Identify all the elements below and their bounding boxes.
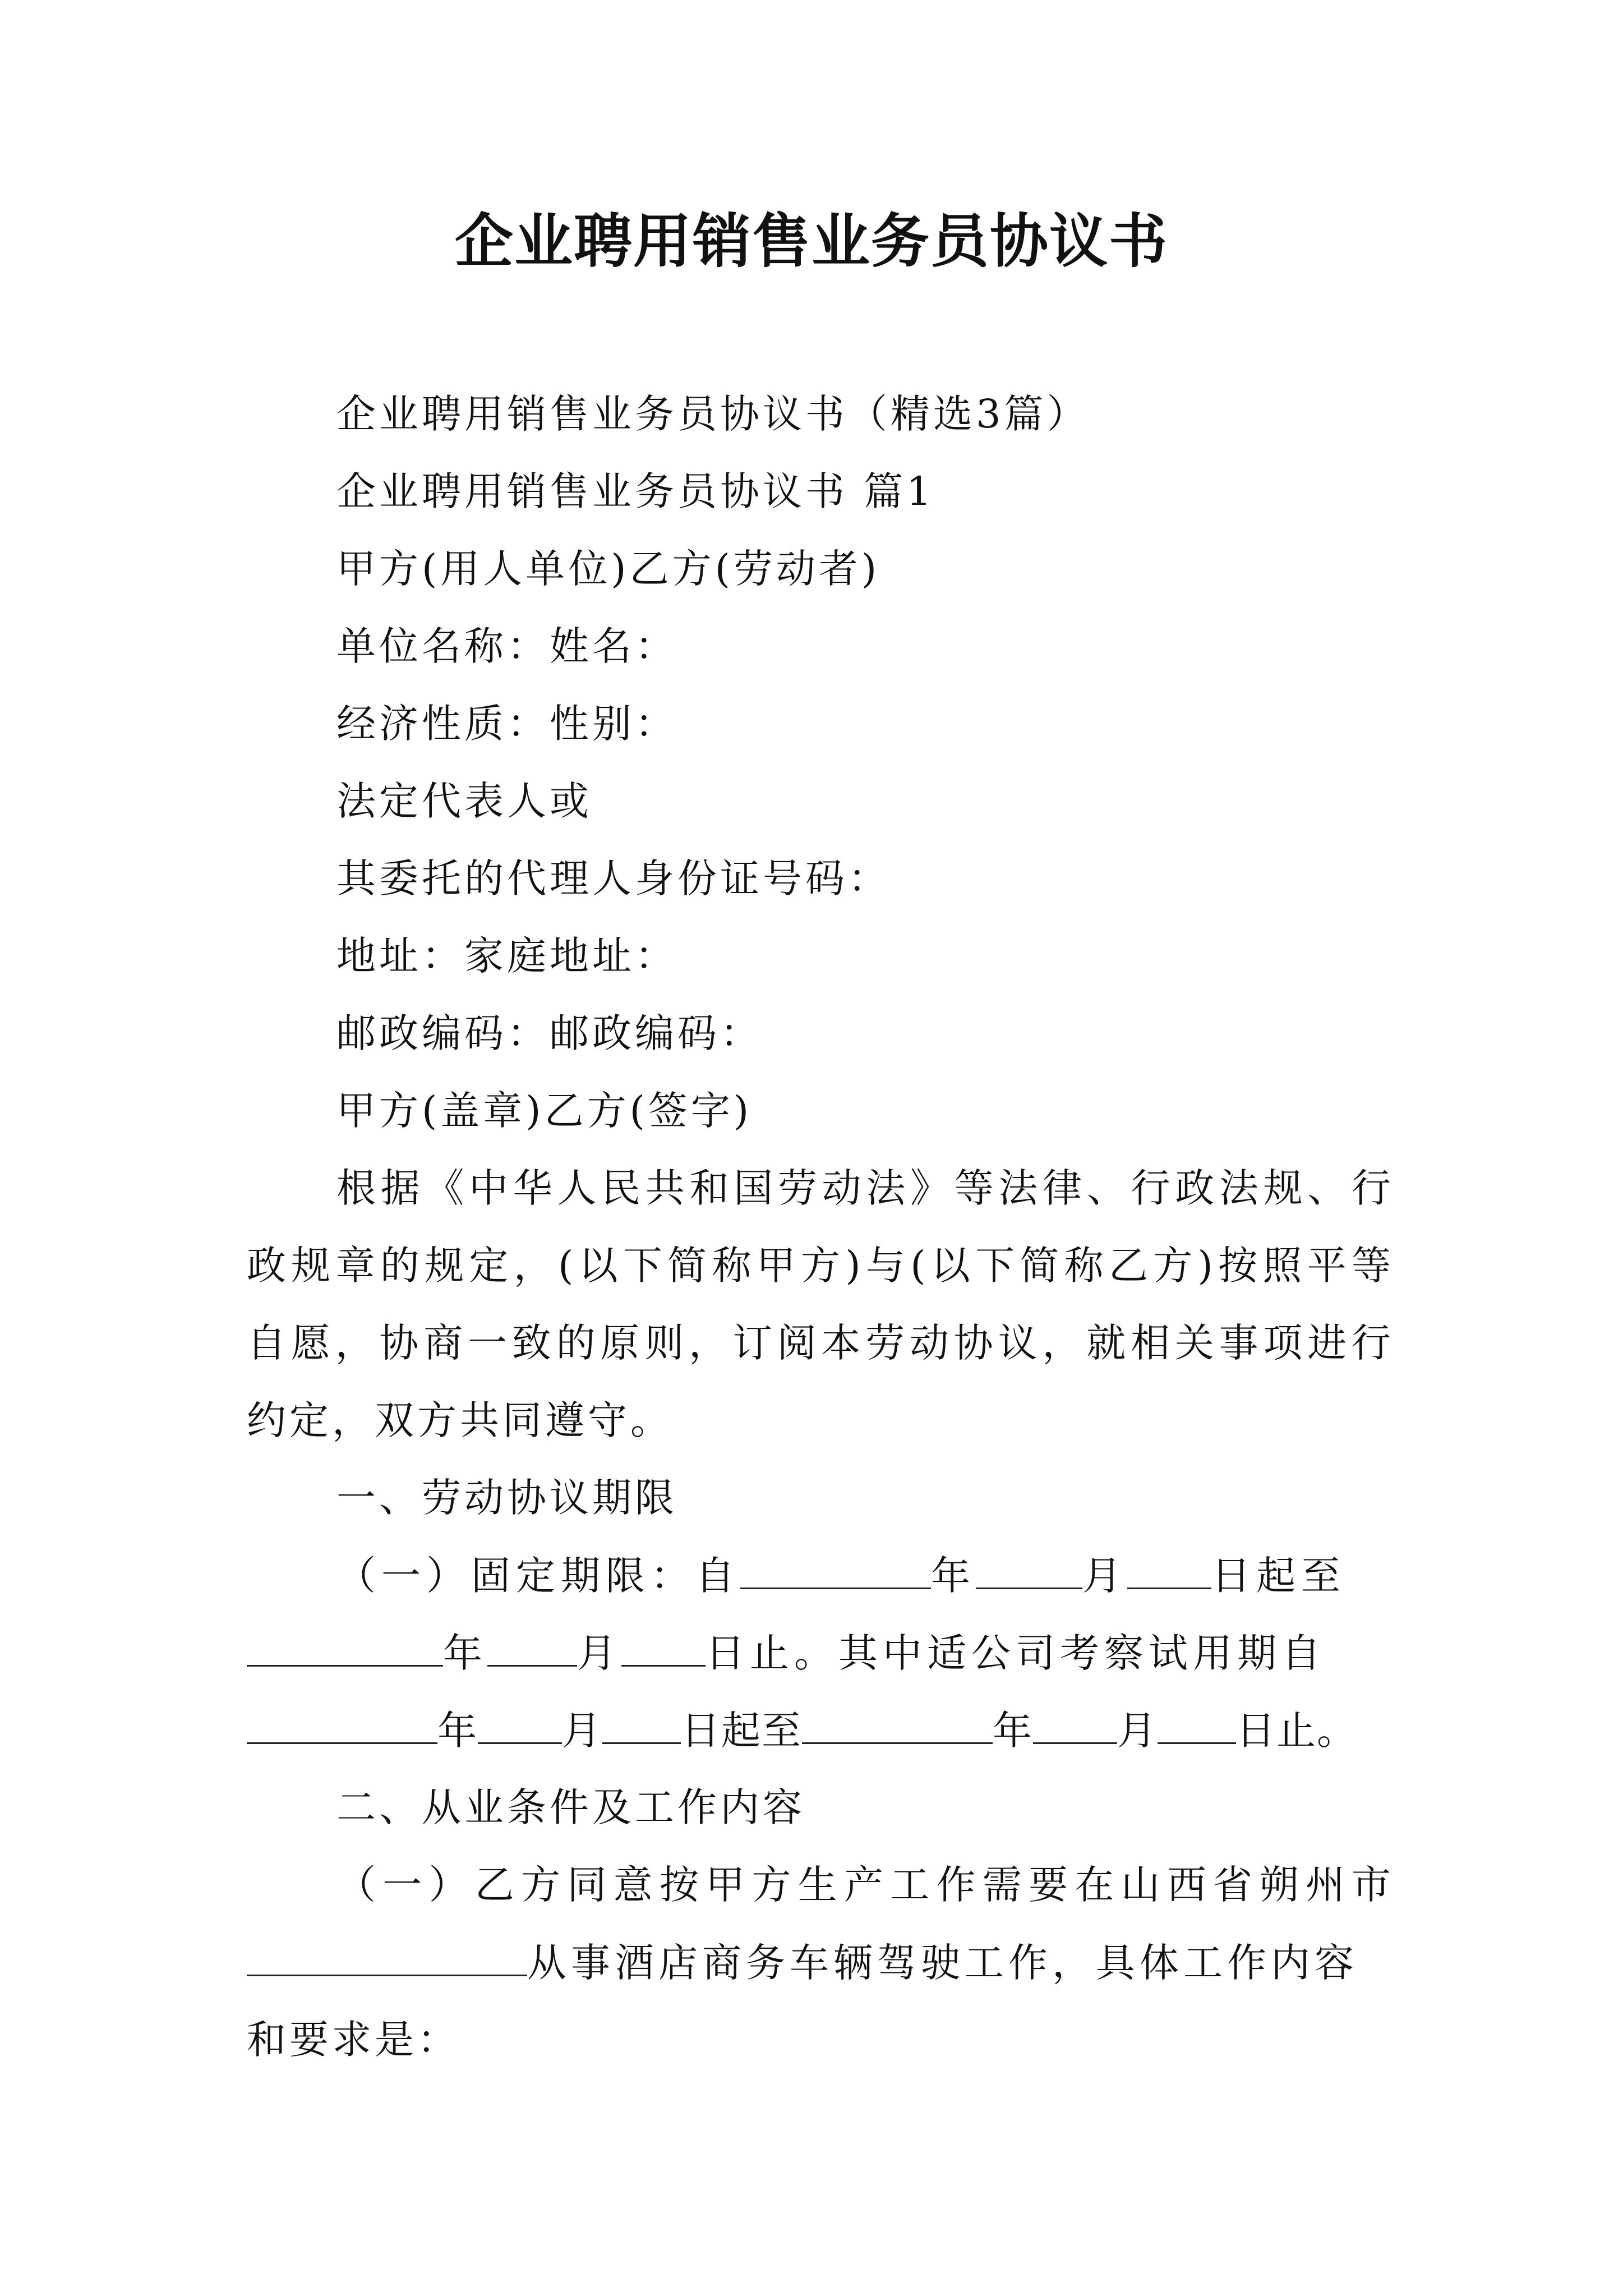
month-label: 月 [1082, 1553, 1127, 1599]
document-title: 企业聘用销售业务员协议书 [454, 206, 1168, 275]
subtitle-line: 企业聘用销售业务员协议书（精选3篇） [336, 391, 1090, 437]
blank-field [976, 1548, 1082, 1589]
paragraph-line-blank [247, 1935, 1358, 1990]
blank-field [1033, 1703, 1117, 1744]
blank-field [1158, 1703, 1236, 1744]
section-heading-work: 二、从业条件及工作内容 [336, 1784, 805, 1830]
field-postal-code: 邮政编码：邮政编码： [336, 1010, 763, 1056]
term-line-2 [247, 1626, 1326, 1680]
section-heading-term: 一、劳动协议期限 [336, 1475, 677, 1521]
month-label: 月 [562, 1708, 602, 1754]
blank-field [487, 1626, 577, 1667]
term-text: 日止。 [1236, 1708, 1357, 1754]
field-legal-rep: 法定代表人或 [336, 778, 592, 824]
field-address: 地址：家庭地址： [336, 933, 677, 979]
paragraph-line: 和要求是： [247, 2017, 460, 2063]
month-label: 月 [1117, 1708, 1158, 1754]
paragraph-line: 根据《中华人民共和国劳动法》等法律、行政法规、行 [336, 1165, 1391, 1211]
year-label: 年 [993, 1708, 1033, 1754]
year-label: 年 [437, 1708, 478, 1754]
blank-field [247, 1703, 437, 1744]
paragraph-line: 自愿，协商一致的原则，订阅本劳动协议，就相关事项进行 [247, 1320, 1391, 1366]
term-text: 日起至 [681, 1708, 802, 1754]
year-label: 年 [931, 1553, 976, 1599]
blank-field [478, 1703, 562, 1744]
parties-line: 甲方(用人单位)乙方(劳动者) [336, 546, 880, 592]
paragraph-line: 政规章的规定，(以下简称甲方)与(以下简称乙方)按照平等 [247, 1243, 1391, 1289]
blank-field [247, 1626, 443, 1667]
term-line-3 [247, 1703, 1357, 1757]
blank-field [621, 1626, 706, 1667]
month-label: 月 [577, 1630, 621, 1676]
field-economic-nature: 经济性质：性别： [336, 701, 677, 747]
term-text: 日止。其中适公司考察试用期自 [706, 1630, 1326, 1676]
section-heading-1: 企业聘用销售业务员协议书 篇1 [336, 468, 935, 514]
term-text: 日起至 [1211, 1553, 1346, 1599]
paragraph-text: 从事酒店商务车辆驾驶工作，具体工作内容 [527, 1940, 1358, 1986]
blank-field [740, 1548, 931, 1589]
signature-line: 甲方(盖章)乙方(签字) [336, 1088, 753, 1134]
field-agent-id: 其委托的代理人身份证号码： [336, 855, 891, 901]
term-line-1 [336, 1548, 1346, 1603]
paragraph-line: 约定，双方共同遵守。 [247, 1397, 673, 1443]
year-label: 年 [443, 1630, 487, 1676]
blank-field [802, 1703, 993, 1744]
field-unit-name: 单位名称：姓名： [336, 623, 677, 669]
blank-field [247, 1935, 527, 1976]
paragraph-line: （一）乙方同意按甲方生产工作需要在山西省朔州市 [336, 1862, 1391, 1908]
term-label: （一）固定期限：自 [336, 1553, 740, 1599]
blank-field [602, 1703, 681, 1744]
blank-field [1127, 1548, 1211, 1589]
